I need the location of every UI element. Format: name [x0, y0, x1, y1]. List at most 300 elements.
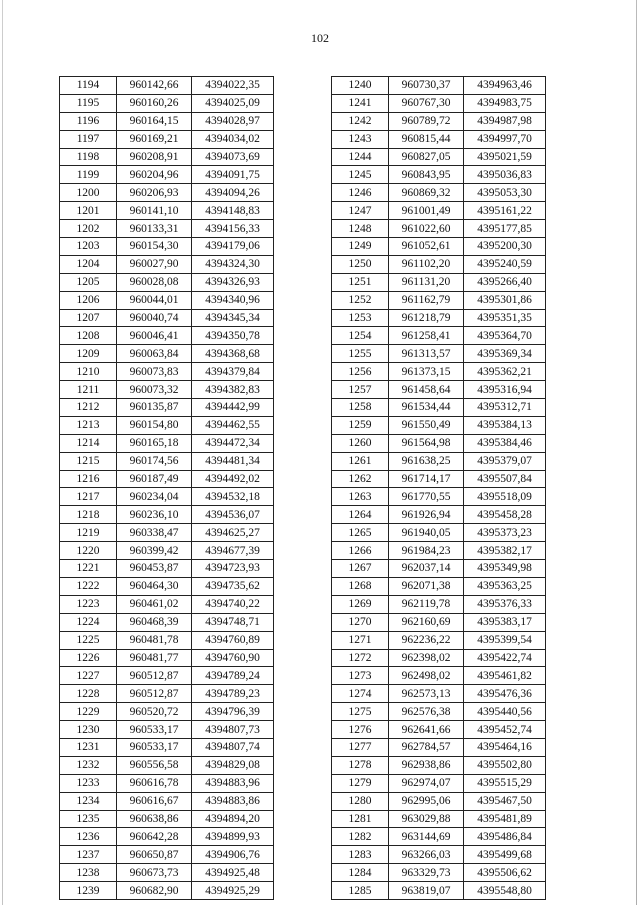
y-coordinate-cell: 4394156,33 [192, 220, 274, 238]
point-number-cell: 1213 [60, 416, 117, 434]
coordinates-table-right [331, 76, 546, 900]
table-row [60, 810, 274, 828]
point-number-cell: 1277 [332, 738, 389, 756]
x-coordinate-cell: 960073,32 [117, 381, 192, 399]
point-number-cell: 1243 [332, 130, 389, 148]
y-coordinate-cell: 4394472,34 [192, 434, 274, 452]
table-row [60, 77, 274, 95]
y-coordinate-cell: 4394073,69 [192, 148, 274, 166]
x-coordinate-cell: 962641,66 [389, 721, 464, 739]
y-coordinate-cell: 4394148,83 [192, 202, 274, 220]
point-number-cell: 1259 [332, 416, 389, 434]
point-number-cell: 1247 [332, 202, 389, 220]
y-coordinate-cell: 4395301,86 [464, 291, 546, 309]
table-row [332, 220, 546, 238]
table-row [332, 434, 546, 452]
point-number-cell: 1275 [332, 703, 389, 721]
x-coordinate-cell: 961373,15 [389, 363, 464, 381]
point-number-cell: 1266 [332, 542, 389, 560]
point-number-cell: 1230 [60, 721, 117, 739]
y-coordinate-cell: 4395518,09 [464, 488, 546, 506]
y-coordinate-cell: 4394807,73 [192, 721, 274, 739]
y-coordinate-cell: 4395373,23 [464, 524, 546, 542]
x-coordinate-cell: 960512,87 [117, 667, 192, 685]
x-coordinate-cell: 960767,30 [389, 94, 464, 112]
x-coordinate-cell: 963329,73 [389, 864, 464, 882]
y-coordinate-cell: 4394382,83 [192, 381, 274, 399]
y-coordinate-cell: 4394345,34 [192, 309, 274, 327]
x-coordinate-cell: 961940,05 [389, 524, 464, 542]
point-number-cell: 1215 [60, 452, 117, 470]
point-number-cell: 1201 [60, 202, 117, 220]
table-row [332, 381, 546, 399]
y-coordinate-cell: 4394025,09 [192, 94, 274, 112]
point-number-cell: 1249 [332, 238, 389, 256]
point-number-cell: 1221 [60, 560, 117, 578]
table-row [332, 577, 546, 595]
point-number-cell: 1255 [332, 345, 389, 363]
x-coordinate-cell: 962071,38 [389, 577, 464, 595]
y-coordinate-cell: 4395548,80 [464, 882, 546, 900]
x-coordinate-cell: 961770,55 [389, 488, 464, 506]
table-row [60, 381, 274, 399]
x-coordinate-cell: 961022,60 [389, 220, 464, 238]
y-coordinate-cell: 4394350,78 [192, 327, 274, 345]
y-coordinate-cell: 4395053,30 [464, 184, 546, 202]
y-coordinate-cell: 4394532,18 [192, 488, 274, 506]
point-number-cell: 1233 [60, 774, 117, 792]
table-row [332, 77, 546, 95]
x-coordinate-cell: 963144,69 [389, 828, 464, 846]
table-row [60, 166, 274, 184]
point-number-cell: 1252 [332, 291, 389, 309]
y-coordinate-cell: 4394442,99 [192, 399, 274, 417]
point-number-cell: 1207 [60, 309, 117, 327]
y-coordinate-cell: 4395507,84 [464, 470, 546, 488]
point-number-cell: 1223 [60, 595, 117, 613]
point-number-cell: 1283 [332, 846, 389, 864]
x-coordinate-cell: 962784,57 [389, 738, 464, 756]
y-coordinate-cell: 4395363,25 [464, 577, 546, 595]
x-coordinate-cell: 960154,80 [117, 416, 192, 434]
table-row [332, 667, 546, 685]
table-row [332, 846, 546, 864]
x-coordinate-cell: 960533,17 [117, 721, 192, 739]
point-number-cell: 1245 [332, 166, 389, 184]
table-row [332, 470, 546, 488]
y-coordinate-cell: 4395383,17 [464, 613, 546, 631]
y-coordinate-cell: 4394760,89 [192, 631, 274, 649]
y-coordinate-cell: 4395399,54 [464, 631, 546, 649]
y-coordinate-cell: 4395502,80 [464, 756, 546, 774]
table-row [60, 148, 274, 166]
point-number-cell: 1236 [60, 828, 117, 846]
point-number-cell: 1273 [332, 667, 389, 685]
x-coordinate-cell: 961313,57 [389, 345, 464, 363]
point-number-cell: 1254 [332, 327, 389, 345]
x-coordinate-cell: 961052,61 [389, 238, 464, 256]
x-coordinate-cell: 960461,02 [117, 595, 192, 613]
y-coordinate-cell: 4395440,56 [464, 703, 546, 721]
x-coordinate-cell: 960520,72 [117, 703, 192, 721]
x-coordinate-cell: 961984,23 [389, 542, 464, 560]
x-coordinate-cell: 961162,79 [389, 291, 464, 309]
point-number-cell: 1197 [60, 130, 117, 148]
table-row [332, 613, 546, 631]
table-row [60, 649, 274, 667]
table-row [60, 363, 274, 381]
x-coordinate-cell: 960481,77 [117, 649, 192, 667]
x-coordinate-cell: 962236,22 [389, 631, 464, 649]
x-coordinate-cell: 960236,10 [117, 506, 192, 524]
x-coordinate-cell: 960169,21 [117, 130, 192, 148]
table-row [60, 434, 274, 452]
point-number-cell: 1253 [332, 309, 389, 327]
y-coordinate-cell: 4395376,33 [464, 595, 546, 613]
x-coordinate-cell: 961714,17 [389, 470, 464, 488]
point-number-cell: 1251 [332, 273, 389, 291]
x-coordinate-cell: 960046,41 [117, 327, 192, 345]
table-row [332, 94, 546, 112]
table-row [60, 202, 274, 220]
y-coordinate-cell: 4394748,71 [192, 613, 274, 631]
x-coordinate-cell: 960789,72 [389, 112, 464, 130]
table-row [60, 756, 274, 774]
table-row [60, 613, 274, 631]
point-number-cell: 1271 [332, 631, 389, 649]
y-coordinate-cell: 4394379,84 [192, 363, 274, 381]
x-coordinate-cell: 960142,66 [117, 77, 192, 95]
table-row [332, 703, 546, 721]
point-number-cell: 1225 [60, 631, 117, 649]
page-number: 102 [311, 31, 329, 45]
y-coordinate-cell: 4395266,40 [464, 273, 546, 291]
x-coordinate-cell: 960642,28 [117, 828, 192, 846]
scan-edge-right [636, 0, 637, 905]
point-number-cell: 1237 [60, 846, 117, 864]
table-row [332, 649, 546, 667]
y-coordinate-cell: 4395316,94 [464, 381, 546, 399]
point-number-cell: 1234 [60, 792, 117, 810]
y-coordinate-cell: 4394028,97 [192, 112, 274, 130]
y-coordinate-cell: 4394340,96 [192, 291, 274, 309]
point-number-cell: 1224 [60, 613, 117, 631]
y-coordinate-cell: 4394368,68 [192, 345, 274, 363]
point-number-cell: 1262 [332, 470, 389, 488]
table-row [332, 345, 546, 363]
point-number-cell: 1231 [60, 738, 117, 756]
x-coordinate-cell: 963266,03 [389, 846, 464, 864]
x-coordinate-cell: 960512,87 [117, 685, 192, 703]
x-coordinate-cell: 960827,05 [389, 148, 464, 166]
point-number-cell: 1195 [60, 94, 117, 112]
y-coordinate-cell: 4395200,30 [464, 238, 546, 256]
x-coordinate-cell: 960464,30 [117, 577, 192, 595]
table-row [332, 291, 546, 309]
x-coordinate-cell: 960040,74 [117, 309, 192, 327]
table-row [60, 452, 274, 470]
x-coordinate-cell: 960399,42 [117, 542, 192, 560]
x-coordinate-cell: 960650,87 [117, 846, 192, 864]
point-number-cell: 1265 [332, 524, 389, 542]
table-row [332, 166, 546, 184]
table-row [332, 452, 546, 470]
point-number-cell: 1284 [332, 864, 389, 882]
point-number-cell: 1196 [60, 112, 117, 130]
x-coordinate-cell: 962938,86 [389, 756, 464, 774]
x-coordinate-cell: 960468,39 [117, 613, 192, 631]
table-row [332, 488, 546, 506]
table-row [60, 524, 274, 542]
table-row [332, 506, 546, 524]
table-row [332, 560, 546, 578]
x-coordinate-cell: 960730,37 [389, 77, 464, 95]
x-coordinate-cell: 960533,17 [117, 738, 192, 756]
y-coordinate-cell: 4394925,29 [192, 882, 274, 900]
y-coordinate-cell: 4395177,85 [464, 220, 546, 238]
x-coordinate-cell: 960815,44 [389, 130, 464, 148]
point-number-cell: 1244 [332, 148, 389, 166]
y-coordinate-cell: 4394894,20 [192, 810, 274, 828]
x-coordinate-cell: 961218,79 [389, 309, 464, 327]
table-row [60, 470, 274, 488]
y-coordinate-cell: 4395515,29 [464, 774, 546, 792]
point-number-cell: 1257 [332, 381, 389, 399]
x-coordinate-cell: 962037,14 [389, 560, 464, 578]
y-coordinate-cell: 4395464,16 [464, 738, 546, 756]
point-number-cell: 1205 [60, 273, 117, 291]
y-coordinate-cell: 4395351,35 [464, 309, 546, 327]
table-row [60, 542, 274, 560]
y-coordinate-cell: 4394536,07 [192, 506, 274, 524]
point-number-cell: 1202 [60, 220, 117, 238]
table-row [60, 345, 274, 363]
point-number-cell: 1203 [60, 238, 117, 256]
point-number-cell: 1258 [332, 399, 389, 417]
y-coordinate-cell: 4394492,02 [192, 470, 274, 488]
point-number-cell: 1241 [332, 94, 389, 112]
x-coordinate-cell: 962119,78 [389, 595, 464, 613]
scan-edge-left [2, 0, 3, 905]
table-row [60, 327, 274, 345]
y-coordinate-cell: 4395422,74 [464, 649, 546, 667]
point-number-cell: 1194 [60, 77, 117, 95]
table-row [332, 273, 546, 291]
x-coordinate-cell: 960556,58 [117, 756, 192, 774]
table-row [60, 488, 274, 506]
point-number-cell: 1216 [60, 470, 117, 488]
point-number-cell: 1222 [60, 577, 117, 595]
point-number-cell: 1212 [60, 399, 117, 417]
point-number-cell: 1242 [332, 112, 389, 130]
y-coordinate-cell: 4395461,82 [464, 667, 546, 685]
table-row [60, 238, 274, 256]
table-row [332, 631, 546, 649]
y-coordinate-cell: 4395021,59 [464, 148, 546, 166]
coordinates-table-left [59, 76, 274, 900]
y-coordinate-cell: 4394997,70 [464, 130, 546, 148]
x-coordinate-cell: 960682,90 [117, 882, 192, 900]
x-coordinate-cell: 960164,15 [117, 112, 192, 130]
x-coordinate-cell: 960481,78 [117, 631, 192, 649]
y-coordinate-cell: 4395476,36 [464, 685, 546, 703]
point-number-cell: 1260 [332, 434, 389, 452]
y-coordinate-cell: 4394677,39 [192, 542, 274, 560]
y-coordinate-cell: 4394326,93 [192, 273, 274, 291]
table-row [60, 255, 274, 273]
point-number-cell: 1204 [60, 255, 117, 273]
y-coordinate-cell: 4394760,90 [192, 649, 274, 667]
point-number-cell: 1280 [332, 792, 389, 810]
x-coordinate-cell: 960141,10 [117, 202, 192, 220]
point-number-cell: 1238 [60, 864, 117, 882]
x-coordinate-cell: 960063,84 [117, 345, 192, 363]
x-coordinate-cell: 962576,38 [389, 703, 464, 721]
table-row [332, 685, 546, 703]
x-coordinate-cell: 961638,25 [389, 452, 464, 470]
y-coordinate-cell: 4394022,35 [192, 77, 274, 95]
point-number-cell: 1228 [60, 685, 117, 703]
y-coordinate-cell: 4394987,98 [464, 112, 546, 130]
table-row [60, 399, 274, 417]
table-row [332, 738, 546, 756]
x-coordinate-cell: 960044,01 [117, 291, 192, 309]
point-number-cell: 1217 [60, 488, 117, 506]
point-number-cell: 1282 [332, 828, 389, 846]
point-number-cell: 1272 [332, 649, 389, 667]
y-coordinate-cell: 4394807,74 [192, 738, 274, 756]
x-coordinate-cell: 960843,95 [389, 166, 464, 184]
y-coordinate-cell: 4394906,76 [192, 846, 274, 864]
x-coordinate-cell: 960616,78 [117, 774, 192, 792]
table-row [60, 506, 274, 524]
x-coordinate-cell: 960165,18 [117, 434, 192, 452]
y-coordinate-cell: 4394883,96 [192, 774, 274, 792]
table-row [332, 399, 546, 417]
y-coordinate-cell: 4394983,75 [464, 94, 546, 112]
table-row [332, 309, 546, 327]
x-coordinate-cell: 961534,44 [389, 399, 464, 417]
table-row [332, 363, 546, 381]
point-number-cell: 1281 [332, 810, 389, 828]
y-coordinate-cell: 4395036,83 [464, 166, 546, 184]
x-coordinate-cell: 961926,94 [389, 506, 464, 524]
point-number-cell: 1264 [332, 506, 389, 524]
y-coordinate-cell: 4394091,75 [192, 166, 274, 184]
y-coordinate-cell: 4394789,23 [192, 685, 274, 703]
x-coordinate-cell: 962974,07 [389, 774, 464, 792]
y-coordinate-cell: 4395382,17 [464, 542, 546, 560]
y-coordinate-cell: 4395379,07 [464, 452, 546, 470]
y-coordinate-cell: 4395161,22 [464, 202, 546, 220]
y-coordinate-cell: 4395458,28 [464, 506, 546, 524]
table-row [332, 828, 546, 846]
table-row [60, 703, 274, 721]
table-row [60, 416, 274, 434]
table-row [332, 184, 546, 202]
table-row [60, 792, 274, 810]
table-row [332, 882, 546, 900]
y-coordinate-cell: 4394481,34 [192, 452, 274, 470]
x-coordinate-cell: 960869,32 [389, 184, 464, 202]
point-number-cell: 1278 [332, 756, 389, 774]
table-row [60, 721, 274, 739]
table-row [332, 202, 546, 220]
point-number-cell: 1229 [60, 703, 117, 721]
point-number-cell: 1276 [332, 721, 389, 739]
x-coordinate-cell: 961131,20 [389, 273, 464, 291]
table-row [60, 112, 274, 130]
x-coordinate-cell: 960135,87 [117, 399, 192, 417]
table-row [60, 667, 274, 685]
x-coordinate-cell: 960208,91 [117, 148, 192, 166]
table-row [332, 595, 546, 613]
x-coordinate-cell: 961102,20 [389, 255, 464, 273]
x-coordinate-cell: 962995,06 [389, 792, 464, 810]
x-coordinate-cell: 963029,88 [389, 810, 464, 828]
x-coordinate-cell: 960338,47 [117, 524, 192, 542]
x-coordinate-cell: 962398,02 [389, 649, 464, 667]
y-coordinate-cell: 4394324,30 [192, 255, 274, 273]
table-row [332, 148, 546, 166]
point-number-cell: 1261 [332, 452, 389, 470]
table-row [60, 846, 274, 864]
y-coordinate-cell: 4394625,27 [192, 524, 274, 542]
point-number-cell: 1218 [60, 506, 117, 524]
table-row [332, 721, 546, 739]
table-row [60, 220, 274, 238]
table-row [332, 774, 546, 792]
point-number-cell: 1226 [60, 649, 117, 667]
point-number-cell: 1274 [332, 685, 389, 703]
table-row [60, 309, 274, 327]
y-coordinate-cell: 4395384,13 [464, 416, 546, 434]
y-coordinate-cell: 4394899,93 [192, 828, 274, 846]
table-row [332, 130, 546, 148]
table-row [332, 112, 546, 130]
table-row [60, 864, 274, 882]
y-coordinate-cell: 4395384,46 [464, 434, 546, 452]
table-row [60, 631, 274, 649]
x-coordinate-cell: 960673,73 [117, 864, 192, 882]
point-number-cell: 1198 [60, 148, 117, 166]
y-coordinate-cell: 4394735,62 [192, 577, 274, 595]
table-row [332, 756, 546, 774]
point-number-cell: 1211 [60, 381, 117, 399]
y-coordinate-cell: 4394462,55 [192, 416, 274, 434]
y-coordinate-cell: 4394925,48 [192, 864, 274, 882]
table-row [332, 416, 546, 434]
point-number-cell: 1268 [332, 577, 389, 595]
x-coordinate-cell: 962498,02 [389, 667, 464, 685]
table-row [60, 94, 274, 112]
point-number-cell: 1210 [60, 363, 117, 381]
table-row [60, 774, 274, 792]
x-coordinate-cell: 960206,93 [117, 184, 192, 202]
x-coordinate-cell: 960453,87 [117, 560, 192, 578]
table-row [332, 810, 546, 828]
y-coordinate-cell: 4394796,39 [192, 703, 274, 721]
x-coordinate-cell: 962160,69 [389, 613, 464, 631]
y-coordinate-cell: 4395481,89 [464, 810, 546, 828]
table-row [60, 685, 274, 703]
point-number-cell: 1199 [60, 166, 117, 184]
y-coordinate-cell: 4394963,46 [464, 77, 546, 95]
point-number-cell: 1239 [60, 882, 117, 900]
y-coordinate-cell: 4395369,34 [464, 345, 546, 363]
x-coordinate-cell: 960028,08 [117, 273, 192, 291]
point-number-cell: 1263 [332, 488, 389, 506]
